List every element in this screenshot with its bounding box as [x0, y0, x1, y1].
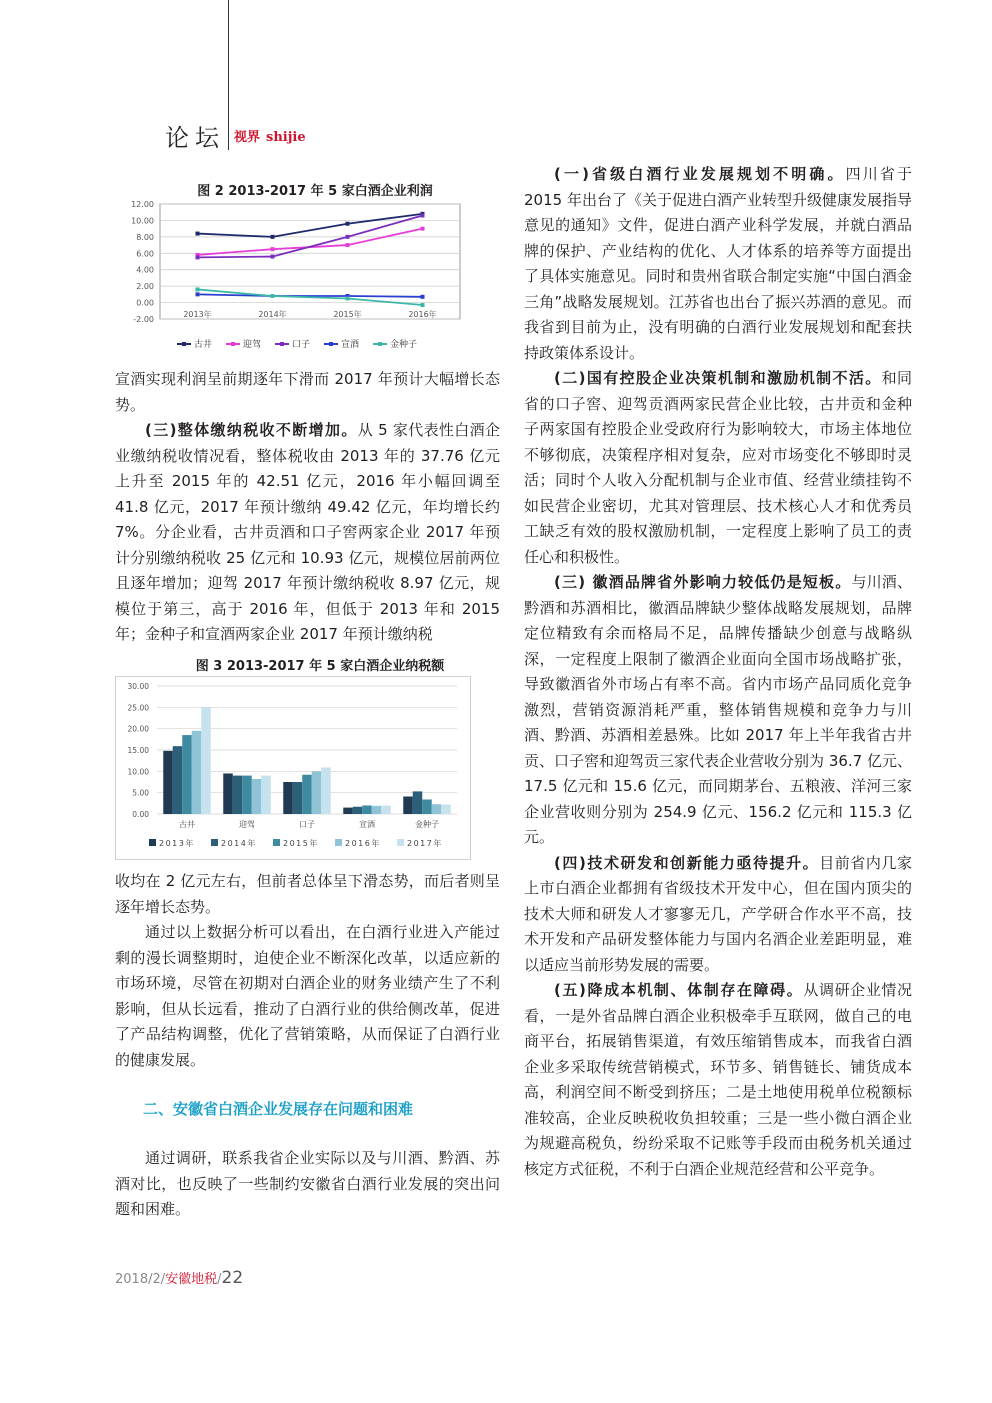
x-tick-label: 古井	[179, 820, 195, 829]
y-tick-label: 2.00	[136, 282, 154, 292]
subheading: (四)技术研发和创新能力亟待提升。	[554, 853, 820, 872]
y-tick-label: -2.00	[133, 315, 154, 324]
bar-古井-2016年	[192, 731, 202, 814]
data-point	[421, 295, 425, 299]
x-tick-label: 2014年	[258, 310, 287, 319]
legend-marker	[280, 342, 284, 346]
bar-口子-2016年	[312, 771, 322, 814]
y-tick-label: 20.00	[127, 724, 149, 734]
legend-label: 迎驾	[243, 340, 262, 350]
bar-宣酒-2015年	[362, 805, 372, 814]
series-line-迎驾	[198, 229, 423, 255]
legend-label: 2014年	[221, 839, 257, 848]
bar-古井-2013年	[163, 751, 173, 814]
subheading: (三) 徽酒品牌省外影响力较低仍是短板。	[554, 573, 852, 591]
profit-line-chart	[115, 196, 475, 356]
page-number: 22	[221, 1268, 244, 1288]
paragraph	[524, 570, 912, 851]
data-point	[346, 235, 350, 239]
legend-label: 2016年	[345, 839, 381, 848]
x-tick-label: 2015年	[333, 310, 362, 319]
y-tick-label: 0.00	[136, 298, 154, 308]
y-tick-label: 15.00	[127, 746, 149, 755]
right-column	[524, 162, 912, 1182]
legend-swatch	[211, 839, 218, 846]
data-point	[421, 303, 425, 307]
y-tick-label: 4.00	[136, 265, 154, 275]
legend-label: 2017年	[407, 839, 443, 848]
y-tick-label: 12.00	[131, 200, 154, 209]
legend-marker	[231, 342, 235, 346]
issue-date: 2018/2/	[115, 1272, 166, 1287]
data-point	[346, 243, 350, 247]
data-point	[421, 227, 425, 231]
subheading: (二)国有控股企业决策机制和激励机制不活。	[554, 369, 882, 387]
y-tick-label: 8.00	[136, 232, 154, 242]
y-tick-label: 25.00	[127, 703, 149, 713]
paragraph	[115, 418, 500, 648]
legend-swatch	[397, 839, 404, 846]
chart-title-profit: 图 2 2013-2017 年 5 家白酒企业利润	[197, 184, 433, 199]
tax-bar-chart	[115, 676, 475, 861]
legend-marker	[378, 342, 382, 346]
paragraph-body: 四川省于 2015 年出台了《关于促进白酒产业转型升级健康发展指导意见的通知》文件，促进白酒产业科学发展，并就白酒品牌的保护、产业结构的优化、人才体系的培养等方面提出了具体实施意见。同时和贵州省联合制定实施“中国白酒金三角”战略发展规划。江苏省也出台了振兴苏酒的意见。而我省到目前为止，没有明确的白酒行业发展规划和配套扶持政策体系设计。	[524, 165, 912, 362]
legend-swatch	[149, 839, 156, 846]
bar-迎驾-2017年	[261, 776, 271, 814]
x-tick-label: 宣酒	[359, 820, 375, 829]
section-heading: 二、安徽省白酒企业发展存在问题和困难	[143, 1100, 414, 1118]
column-section	[234, 126, 306, 145]
paragraph: 通过调研，联系我省企业实际以及与川酒、黔酒、苏酒对比，也反映了一些制约安徽省白酒行业发展的突出问题和困难。	[115, 1149, 500, 1218]
subheading: (三)整体缴纳税收不断增加。	[145, 421, 358, 439]
data-point	[196, 255, 200, 259]
data-point	[271, 247, 275, 251]
page-footer: 2018/2/安徽地税/22	[115, 1268, 244, 1288]
legend-marker	[182, 342, 186, 346]
bar-金种子-2015年	[422, 799, 432, 814]
left-column-top	[115, 367, 500, 648]
left-column-bottom	[115, 869, 500, 1073]
bar-古井-2015年	[182, 735, 192, 814]
bar-迎驾-2013年	[223, 773, 233, 814]
y-tick-label: 10.00	[131, 216, 154, 226]
bar-口子-2013年	[283, 782, 293, 814]
paragraph-body: 从调研企业情况看，一是外省品牌白酒企业积极牵手互联网，做自己的电商平台，拓展销售渠道，有效压缩销售成本，而我省白酒企业多采取传统营销模式，环节多、销售链长、铺货成本高，利润空间不断受到挤压；二是土地使用税单位税额标准较高，企业反映税收负担较重；三是一些小微白酒企业为规避高税负，纷纷采取不记账等手段而由税务机关通过核定方式征税，不利于白酒企业规范经营和公平竞争。	[524, 981, 912, 1178]
section-label: 视界	[234, 130, 261, 145]
paragraph-body: 与川酒、黔酒和苏酒相比，徽酒品牌缺少整体战略发展规划，品牌定位精致有余而格局不足，品牌传播缺少创意与战略纵深，一定程度上限制了徽酒企业面向全国市场战略扩张，导致徽酒省外市场占有率不高。省内市场产品同质化竞争激烈，营销资源消耗严重，整体销售规模和竞争力与川酒、黔酒、苏酒相差悬殊。比如 2017 年上半年我省古井贡、口子窖和迎驾贡三家代表企业营收分别为 36.7 亿元、17.5 亿元和 15.6 亿元，而同期茅台、五粮液、洋河三家企业营收则分别为 254.9 亿元、156.2 亿元和 115.3 亿元。	[524, 573, 912, 846]
bar-宣酒-2017年	[381, 805, 391, 814]
bar-宣酒-2013年	[343, 808, 353, 814]
bar-金种子-2017年	[441, 805, 451, 814]
paragraph-body: 目前省内几家上市白酒企业都拥有省级技术开发中心，但在国内顶尖的技术大师和研发人才寥寥无几，产学研合作水平不高，技术开发和产品研发整体能力与国内名酒企业差距明显，难以适应当前形势发展的需要。	[524, 853, 912, 974]
chart-title-tax: 图 3 2013-2017 年 5 家白酒企业纳税额	[195, 659, 445, 674]
x-tick-label: 2016年	[408, 310, 437, 319]
data-point	[346, 222, 350, 226]
bar-金种子-2016年	[432, 804, 442, 814]
data-point	[271, 235, 275, 239]
x-tick-label: 口子	[299, 820, 315, 829]
legend-marker	[329, 342, 333, 346]
paragraph	[524, 366, 912, 570]
column-title: 论坛	[165, 124, 225, 152]
y-tick-label: 6.00	[136, 249, 154, 259]
bar-口子-2014年	[293, 782, 303, 814]
magazine-name: 安徽地税	[165, 1272, 218, 1287]
paragraph-body: 从 5 家代表性白酒企业缴纳税收情况看，整体税收由 2013 年的 37.76 亿元上升至 2015 年的 42.51 亿元，2016 年小幅回调至 41.8 亿元，2017 年预计缴纳 49.42 亿元，年均增长约 7%。分企业看，古井贡酒和口子窖两家企业 2017 年预计分别缴纳税收 25 亿元和 10.93 亿元，规模位居前两位且逐年增加；迎驾 2017 年预计缴纳税收 8.97 亿元，规模位于第三，高于 2016 年，但低于 2013 年和 2015 年；金种子和宣酒两家企业 2017 年预计缴纳税	[115, 421, 500, 643]
data-point	[271, 294, 275, 298]
y-tick-label: 30.00	[127, 682, 149, 691]
legend-label: 宣酒	[341, 340, 360, 350]
bar-古井-2014年	[173, 746, 183, 814]
data-point	[346, 296, 350, 300]
bar-口子-2017年	[321, 767, 331, 814]
paragraph	[524, 162, 912, 366]
legend-swatch	[273, 839, 280, 846]
data-point	[196, 292, 200, 296]
legend-label: 口子	[292, 340, 311, 350]
paragraph: 通过以上数据分析可以看出，在白酒行业进入产能过剩的漫长调整期时，迫使企业不断深化改革，以适应新的市场环境，尽管在初期对白酒企业的财务业绩产生了不利影响，但从长远看，推动了白酒行业的供给侧改革，促进了产品结构调整，优化了营销策略，从而保证了白酒行业的健康发展。	[115, 923, 500, 1069]
data-point	[421, 214, 425, 218]
legend-swatch	[335, 839, 342, 846]
paragraph	[524, 978, 912, 1182]
y-tick-label: 10.00	[127, 767, 149, 777]
subheading: (五)降成本机制、体制存在障碍。	[554, 981, 804, 999]
bar-金种子-2013年	[403, 797, 413, 814]
subheading: (一)省级白酒行业发展规划不明确。	[554, 165, 846, 183]
left-column-end	[115, 1146, 500, 1223]
paragraph: 收均在 2 亿元左右，但前者总体呈下滑态势，而后者则呈逐年增长态势。	[115, 872, 500, 916]
paragraph: 宣酒实现利润呈前期逐年下滑而 2017 年预计大幅增长态势。	[115, 370, 500, 414]
data-point	[271, 255, 275, 259]
x-tick-label: 2013年	[183, 310, 212, 319]
section-label-en: shijie	[266, 130, 306, 145]
legend-label: 金种子	[390, 340, 418, 350]
bar-宣酒-2016年	[372, 806, 382, 814]
legend-label: 古井	[194, 340, 213, 350]
bar-口子-2015年	[302, 775, 312, 814]
x-tick-label: 金种子	[415, 820, 439, 829]
bar-宣酒-2014年	[353, 807, 363, 814]
x-tick-label: 迎驾	[239, 820, 255, 829]
y-tick-label: 5.00	[132, 788, 149, 798]
bar-金种子-2014年	[413, 791, 423, 814]
bar-迎驾-2016年	[252, 779, 262, 814]
bar-迎驾-2014年	[233, 776, 243, 814]
data-point	[196, 232, 200, 236]
paragraph-body: 和同省的口子窖、迎驾贡酒两家民营企业比较，古井贡和金种子两家国有控股企业受政府行为影响较大，市场主体地位不够彻底，决策程序相对复杂，应对市场变化不够即时灵活；同时个人收入分配机制与企业市值、经营业绩挂钩不如民营企业密切，尤其对管理层、技术核心人才和优秀员工缺乏有效的股权激励机制，一定程度上影响了员工的责任心和积极性。	[524, 369, 912, 566]
data-point	[196, 287, 200, 291]
bar-迎驾-2015年	[242, 776, 252, 814]
plot-area	[160, 204, 460, 319]
y-tick-label: 0.00	[132, 810, 149, 819]
bar-古井-2017年	[201, 707, 211, 814]
paragraph	[524, 851, 912, 979]
header-divider-line	[228, 0, 229, 150]
legend-label: 2015年	[283, 839, 319, 848]
legend-label: 2013年	[159, 839, 195, 848]
